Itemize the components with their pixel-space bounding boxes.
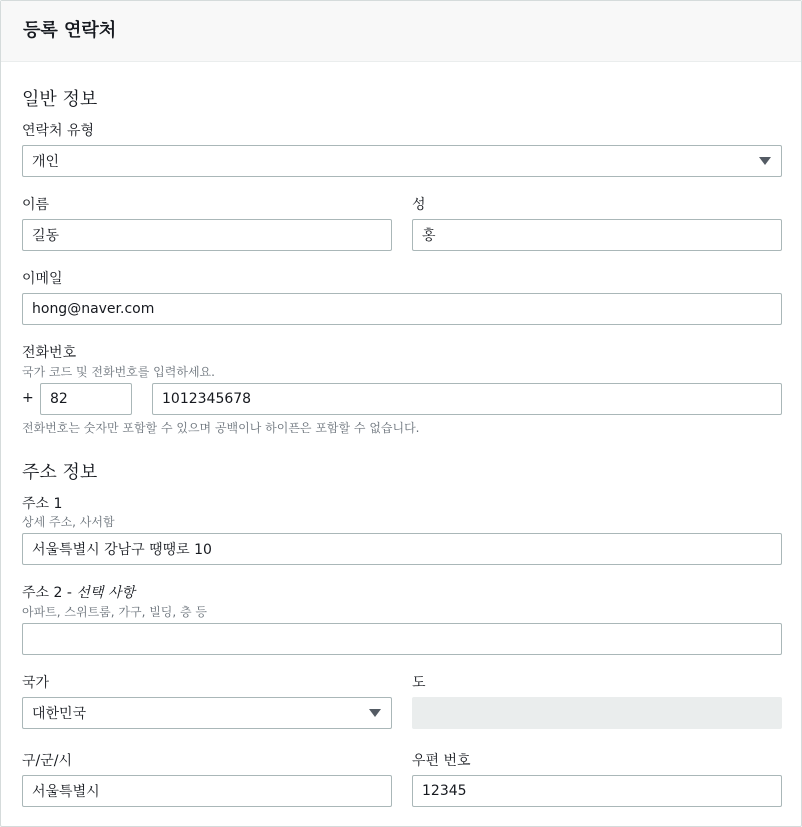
address1-label: 주소 1 bbox=[22, 496, 63, 512]
country-code-input[interactable] bbox=[40, 383, 132, 415]
last-name-input[interactable] bbox=[412, 219, 782, 251]
first-name-label: 이름 bbox=[22, 197, 50, 213]
phone-label: 전화번호 bbox=[22, 345, 77, 361]
caret-down-icon bbox=[759, 157, 771, 165]
last-name-label: 성 bbox=[412, 197, 426, 213]
province-label: 도 bbox=[412, 675, 426, 691]
city-value: 서울특별시 bbox=[32, 784, 100, 800]
general-section-title: 일반 정보 bbox=[22, 89, 98, 110]
country-code-value: 82 bbox=[50, 391, 68, 407]
address2-label-text: 주소 2 - bbox=[22, 585, 77, 601]
postal-code-label: 우편 번호 bbox=[412, 753, 471, 769]
email-value: hong@naver.com bbox=[32, 301, 155, 317]
email-label: 이메일 bbox=[22, 271, 63, 287]
phone-number-value: 1012345678 bbox=[162, 391, 252, 407]
address-section-title: 주소 정보 bbox=[22, 462, 98, 483]
country-value: 대한민국 bbox=[32, 706, 87, 722]
city-label: 구/군/시 bbox=[22, 753, 73, 769]
contact-type-value: 개인 bbox=[32, 154, 60, 170]
phone-number-input[interactable] bbox=[152, 383, 782, 415]
first-name-input[interactable] bbox=[22, 219, 392, 251]
last-name-value: 홍 bbox=[422, 228, 436, 244]
phone-description: 국가 코드 및 전화번호를 입력하세요. bbox=[22, 365, 215, 379]
page-title: 등록 연락처 bbox=[23, 20, 117, 41]
address1-description: 상세 주소, 사서함 bbox=[22, 515, 115, 529]
first-name-value: 길동 bbox=[32, 228, 60, 244]
postal-code-input[interactable] bbox=[412, 775, 782, 807]
address1-value: 서울특별시 강남구 땡땡로 10 bbox=[32, 542, 212, 558]
province-input bbox=[412, 697, 782, 729]
phone-hint: 전화번호는 숫자만 포함할 수 있으며 공백이나 하이픈은 포함할 수 없습니다. bbox=[22, 421, 420, 435]
address2-optional-text: 선택 사항 bbox=[76, 585, 135, 601]
contact-type-select[interactable] bbox=[22, 145, 782, 177]
email-input[interactable] bbox=[22, 293, 782, 325]
address2-input[interactable] bbox=[22, 623, 782, 655]
panel-header bbox=[1, 1, 801, 62]
address1-input[interactable] bbox=[22, 533, 782, 565]
address2-label bbox=[22, 582, 135, 602]
phone-plus-sign: + bbox=[22, 390, 34, 406]
country-select[interactable] bbox=[22, 697, 392, 729]
address2-description: 아파트, 스위트룸, 가구, 빌딩, 층 등 bbox=[22, 605, 208, 619]
country-label: 국가 bbox=[22, 675, 50, 691]
postal-code-value: 12345 bbox=[422, 783, 467, 799]
city-input[interactable] bbox=[22, 775, 392, 807]
contact-type-label: 연락처 유형 bbox=[22, 123, 95, 139]
caret-down-icon bbox=[369, 709, 381, 717]
